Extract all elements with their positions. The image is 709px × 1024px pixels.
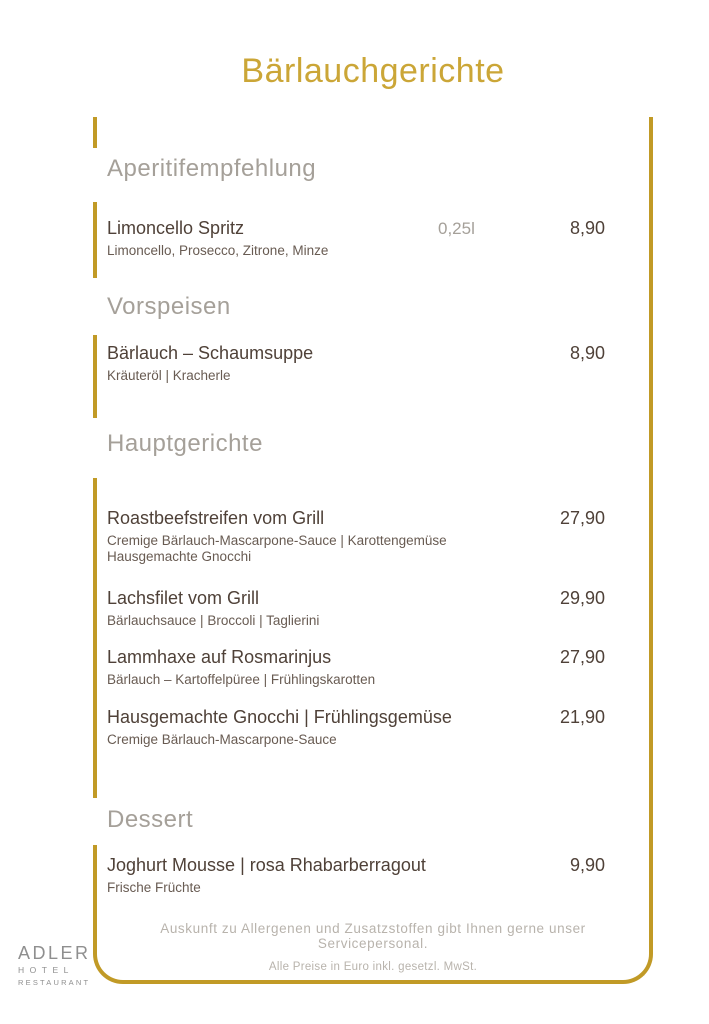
logo-restaurant-word: RESTAURANT	[18, 978, 91, 987]
item-row	[107, 588, 605, 610]
hotel-logo	[18, 943, 91, 989]
item-name: Bärlauch – Schaumsuppe	[107, 343, 314, 363]
menu-item-roastbeefstreifen	[107, 508, 605, 565]
menu-title: Bärlauchgerichte	[241, 52, 505, 90]
item-row	[107, 508, 605, 530]
logo-hotel-word: HOTEL	[18, 965, 74, 975]
border-gap-mask	[91, 148, 100, 202]
menu-item-baerlauch-schaumsuppe	[107, 343, 605, 384]
menu-item-lammhaxe	[107, 647, 605, 688]
menu-item-limoncello-spritz	[107, 218, 605, 259]
item-name: Lachsfilet vom Grill	[107, 588, 260, 608]
menu-item-lachsfilet	[107, 588, 605, 629]
item-description: Kräuteröl | Kracherle	[107, 368, 231, 383]
menu-item-gnocchi	[107, 707, 605, 748]
item-name: Joghurt Mousse | rosa Rhabarberragout	[107, 855, 426, 875]
item-name: Lammhaxe auf Rosmarinjus	[107, 647, 332, 667]
item-description: Cremige Bärlauch-Mascarpone-Sauce	[107, 732, 337, 747]
item-description: Bärlauchsauce | Broccoli | Taglierini	[107, 613, 320, 628]
item-price: 27,90	[559, 508, 605, 528]
item-name: Hausgemachte Gnocchi | Frühlingsgemüse	[107, 707, 452, 727]
item-price: 29,90	[559, 588, 605, 608]
item-name: Limoncello Spritz	[107, 218, 245, 238]
border-gap-mask	[91, 278, 100, 335]
item-price: 9,90	[569, 855, 605, 875]
item-description: Frische Früchte	[107, 880, 201, 895]
item-row	[107, 343, 605, 365]
menu-item-joghurt-mousse	[107, 855, 605, 896]
item-description: Cremige Bärlauch-Mascarpone-Sauce | Karottengemüse	[107, 533, 447, 548]
item-row	[107, 647, 605, 669]
item-price: 8,90	[569, 343, 605, 363]
section-header-hauptgerichte: Hauptgerichte	[107, 430, 263, 457]
item-description: Hausgemachte Gnocchi	[107, 549, 252, 564]
item-price: 8,90	[569, 218, 605, 238]
item-description: Bärlauch – Kartoffelpüree | Frühlingskarotten	[107, 672, 376, 687]
footer-vat-note: Alle Preise in Euro inkl. gesetzl. MwSt.	[268, 961, 478, 973]
item-name: Roastbeefstreifen vom Grill	[107, 508, 325, 528]
item-row	[107, 218, 605, 240]
item-row	[107, 707, 605, 729]
section-header-dessert: Dessert	[107, 806, 194, 833]
item-description: Limoncello, Prosecco, Zitrone, Minze	[107, 243, 329, 258]
item-size: 0,25l	[438, 219, 475, 238]
item-price: 27,90	[559, 647, 605, 667]
border-gap-mask	[91, 798, 100, 845]
item-row	[107, 855, 605, 877]
footer-allergen-note: Auskunft zu Allergenen und Zusatzstoffen gibt Ihnen gerne unser Servicepersonal.	[160, 921, 586, 951]
section-header-vorspeisen: Vorspeisen	[107, 293, 231, 320]
logo-hotel-name: ADLER	[18, 943, 91, 963]
border-gap-mask	[91, 418, 100, 478]
section-header-aperitif: Aperitifempfehlung	[107, 155, 317, 182]
item-price: 21,90	[559, 707, 605, 727]
